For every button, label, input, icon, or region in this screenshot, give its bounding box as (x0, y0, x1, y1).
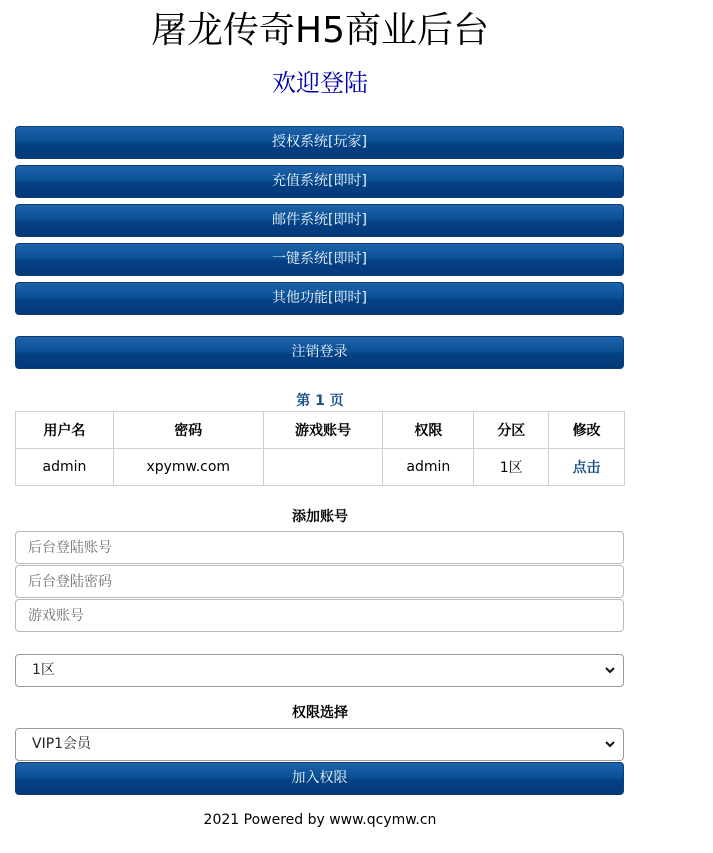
edit-link[interactable]: 点击 (572, 460, 601, 476)
column-header-permission: 权限 (383, 412, 474, 449)
column-header-password: 密码 (113, 412, 263, 449)
accounts-table (15, 411, 625, 486)
page-title: 屠龙传奇H5商业后台 (151, 10, 489, 51)
cell-game-account (263, 449, 383, 486)
chevron-down-icon (603, 655, 617, 686)
admin-username-input[interactable] (15, 531, 624, 564)
cell-password: xpymw.com (113, 449, 263, 486)
column-header-zone: 分区 (474, 412, 549, 449)
chevron-down-icon (603, 729, 617, 760)
cell-zone: 1区 (474, 449, 549, 486)
cell-edit (549, 449, 625, 486)
game-account-input[interactable] (15, 599, 624, 632)
add-account-label: 添加账号 (292, 509, 348, 525)
zone-select-value: 1区 (32, 662, 55, 678)
menu-button-other[interactable]: 其他功能[即时] (15, 282, 624, 315)
menu-button-one-click[interactable]: 一键系统[即时] (15, 243, 624, 276)
add-permission-button[interactable]: 加入权限 (15, 762, 624, 795)
page-indicator: 第 1 页 (296, 393, 344, 409)
menu-button-mail[interactable]: 邮件系统[即时] (15, 204, 624, 237)
permission-select-label: 权限选择 (292, 705, 348, 721)
permission-select[interactable] (15, 728, 624, 761)
cell-username: admin (16, 449, 114, 486)
zone-select[interactable] (15, 654, 624, 687)
menu-button-recharge[interactable]: 充值系统[即时] (15, 165, 624, 198)
table-header-row (16, 412, 625, 449)
admin-password-input[interactable] (15, 565, 624, 598)
column-header-game-account: 游戏账号 (263, 412, 383, 449)
table-row (16, 449, 625, 486)
logout-button[interactable]: 注销登录 (15, 336, 624, 369)
welcome-heading: 欢迎登陆 (272, 69, 368, 97)
column-header-edit: 修改 (549, 412, 625, 449)
permission-select-value: VIP1会员 (32, 736, 92, 752)
column-header-username: 用户名 (16, 412, 114, 449)
menu-button-authorization[interactable]: 授权系统[玩家] (15, 126, 624, 159)
footer-text: 2021 Powered by www.qcymw.cn (203, 812, 437, 828)
cell-permission: admin (383, 449, 474, 486)
